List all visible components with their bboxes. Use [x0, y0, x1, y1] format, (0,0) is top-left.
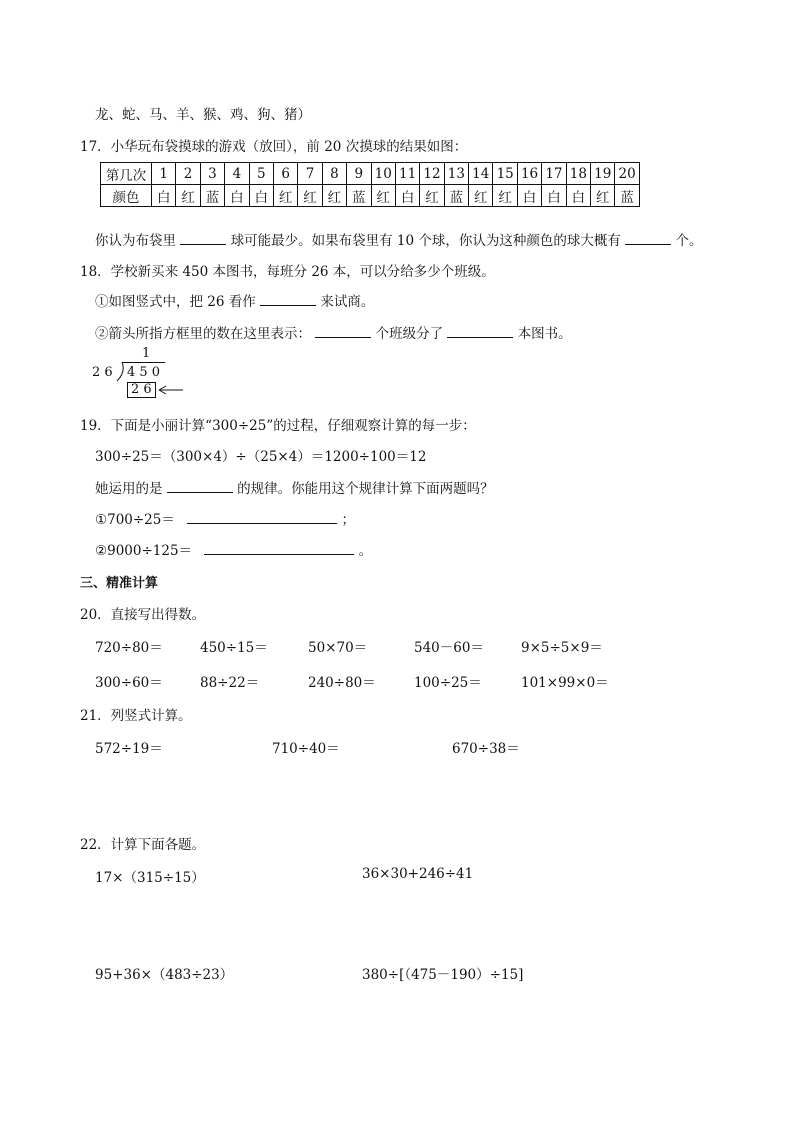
q20-item: 240÷80＝: [308, 675, 376, 691]
q17-blank-count[interactable]: [625, 232, 671, 245]
table-cell-number: 5: [249, 163, 273, 185]
q19-rule-line: [95, 477, 494, 497]
q19-part2: [95, 539, 372, 559]
q22-item: 380÷[（475－190）÷15]: [362, 967, 524, 983]
table-row: [101, 185, 640, 207]
table-cell-color: 白: [517, 185, 541, 207]
q19-part1-end: ；: [341, 512, 355, 528]
table-cell-number: 3: [200, 163, 224, 185]
table-cell-number: 8: [322, 163, 346, 185]
q21-item: 670÷38＝: [452, 741, 520, 757]
table-cell-color: 红: [298, 185, 322, 207]
table-cell-color: 红: [273, 185, 297, 207]
q21-item: 710÷40＝: [272, 741, 340, 757]
q20-title: 20．直接写出得数。: [80, 607, 206, 623]
q22-item: 95+36×（483÷23）: [95, 967, 234, 983]
q17-answer-line: [95, 229, 702, 249]
table-cell-color: 白: [542, 185, 566, 207]
table-cell-number: 1: [152, 163, 176, 185]
long-division-figure: [92, 346, 192, 398]
table-cell-color: 红: [493, 185, 517, 207]
table-cell-number: 9: [347, 163, 371, 185]
table-cell-color: 蓝: [347, 185, 371, 207]
division-quotient: 1: [142, 346, 151, 361]
q19-title: 19．下面是小丽计算“300÷25”的过程，仔细观察计算的每一步：: [80, 418, 476, 434]
table-cell-color: 白: [152, 185, 176, 207]
zodiac-line: 龙、蛇、马、羊、猴、鸡、狗、猪）: [95, 107, 311, 123]
table-cell-color: 红: [371, 185, 395, 207]
division-divisor: 2 6: [92, 365, 113, 380]
q19-rule-b: 的规律。你能用这个规律计算下面两题吗？: [237, 481, 494, 497]
table-row: [101, 163, 640, 185]
q18-part2-b: 个班级分了: [375, 326, 444, 342]
q19-process: 300÷25＝（300×4）÷（25×4）＝1200÷100＝12: [95, 449, 427, 465]
table-cell-color: 红: [469, 185, 493, 207]
table-cell-color: 红: [322, 185, 346, 207]
q18-blank-books[interactable]: [447, 325, 513, 338]
q22-item: 17×（315÷15）: [95, 870, 205, 886]
table-cell-color: 白: [566, 185, 590, 207]
division-boxed-number: 2 6: [127, 382, 156, 398]
q20-item: 720÷80＝: [95, 640, 163, 656]
q22-title: 22．计算下面各题。: [80, 837, 206, 853]
q19-blank-rule[interactable]: [167, 480, 233, 493]
table-cell-number: 10: [371, 163, 395, 185]
section-heading: 三、精准计算: [80, 576, 159, 591]
table-cell-color: 红: [420, 185, 444, 207]
table-cell-color: 白: [225, 185, 249, 207]
q17-blank-color[interactable]: [180, 232, 226, 245]
table-cell-number: 14: [469, 163, 493, 185]
draw-results-table: [100, 162, 640, 207]
row-header-color: 颜色: [101, 185, 152, 207]
table-cell-color: 白: [249, 185, 273, 207]
q22-item: 36×30+246÷41: [362, 866, 474, 882]
q18-part2-c: 本图书。: [517, 326, 572, 342]
q20-item: 101×99×0＝: [521, 675, 609, 691]
q18-blank-estimate[interactable]: [260, 293, 316, 306]
q18-part1-b: 来试商。: [320, 294, 375, 310]
table-cell-number: 16: [517, 163, 541, 185]
q18-part1: [95, 290, 374, 310]
q20-item: 88÷22＝: [200, 675, 260, 691]
table-cell-color: 蓝: [200, 185, 224, 207]
q20-item: 300÷60＝: [95, 675, 163, 691]
table-cell-number: 12: [420, 163, 444, 185]
table-cell-number: 17: [542, 163, 566, 185]
q18-part2-a: ②箭头所指方框里的数在这里表示：: [95, 326, 311, 342]
table-cell-number: 19: [591, 163, 615, 185]
table-cell-number: 7: [298, 163, 322, 185]
table-cell-number: 6: [273, 163, 297, 185]
q20-item: 100÷25＝: [414, 675, 482, 691]
q20-item: 50×70＝: [308, 640, 368, 656]
division-dividend: 4 5 0: [127, 365, 161, 380]
q17-title: 17．小华玩布袋摸球的游戏（放回），前 20 次摸球的结果如图：: [80, 139, 468, 155]
arrow-left-icon: [158, 384, 184, 396]
table-cell-color: 蓝: [615, 185, 639, 207]
q19-part2-end: 。: [358, 543, 373, 559]
q17-answer-b: 球可能最少。如果布袋里有 10 个球，你认为这种颜色的球大概有: [230, 233, 621, 249]
q19-part2-expr: ②9000÷125＝: [95, 543, 193, 559]
q18-blank-classes[interactable]: [315, 325, 371, 338]
table-cell-number: 13: [444, 163, 468, 185]
q19-part1-expr: ①700÷25＝: [95, 512, 175, 528]
table-cell-number: 4: [225, 163, 249, 185]
q21-item: 572÷19＝: [95, 741, 163, 757]
q20-item: 9×5÷5×9＝: [521, 640, 603, 656]
q19-part1: [95, 508, 355, 528]
row-header-number: 第几次: [101, 163, 152, 185]
table-cell-number: 11: [395, 163, 419, 185]
q18-part1-a: ①如图竖式中，把 26 看作: [95, 294, 256, 310]
table-cell-number: 2: [176, 163, 200, 185]
q18-part2: [95, 322, 572, 342]
table-cell-number: 15: [493, 163, 517, 185]
q17-answer-c: 个。: [675, 233, 703, 249]
q19-rule-a: 她运用的是: [95, 481, 163, 497]
table-cell-color: 红: [176, 185, 200, 207]
division-bracket: [116, 362, 126, 382]
q19-blank-1[interactable]: [187, 511, 337, 524]
table-cell-number: 20: [615, 163, 639, 185]
q18-title: 18．学校新买来 450 本图书，每班分 26 本，可以分给多少个班级。: [80, 264, 495, 280]
q20-item: 450÷15＝: [200, 640, 268, 656]
table-cell-number: 18: [566, 163, 590, 185]
q20-item: 540－60＝: [414, 640, 484, 656]
q21-title: 21．列竖式计算。: [80, 708, 192, 724]
table-cell-color: 红: [591, 185, 615, 207]
q17-answer-a: 你认为布袋里: [95, 233, 176, 249]
table-cell-color: 蓝: [444, 185, 468, 207]
q19-blank-2[interactable]: [204, 542, 354, 555]
division-bar: [122, 362, 165, 363]
table-cell-color: 白: [395, 185, 419, 207]
